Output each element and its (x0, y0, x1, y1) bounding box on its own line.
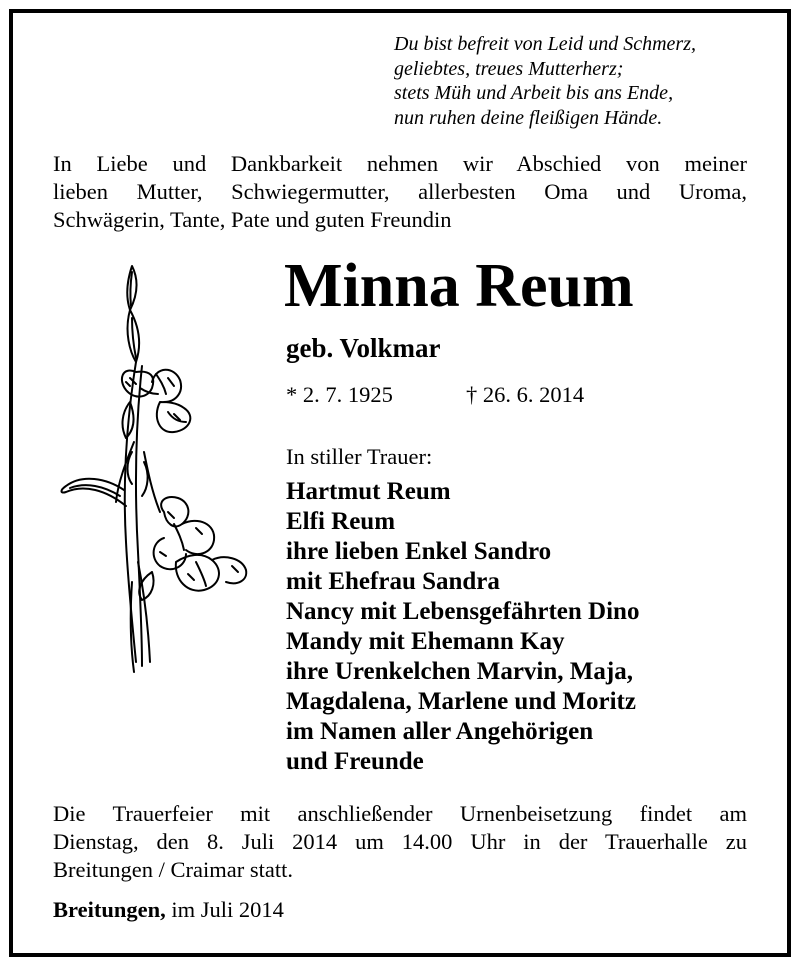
mourner-line: Elfi Reum (286, 508, 396, 535)
service-line: Breitungen / Craimar statt. (53, 857, 293, 882)
poem-line: Du bist befreit von Leid und Schmerz, (394, 33, 697, 55)
mourner-line: und Freunde (286, 748, 424, 775)
poem (394, 32, 696, 130)
intro-text (53, 150, 747, 234)
service-line: Die Trauerfeier mit anschließender Urnenbeisetzung findet am (53, 801, 747, 826)
poem-line: geliebtes, treues Mutterherz; (394, 57, 624, 80)
mourner-line: Magdalena, Marlene und Moritz (286, 688, 636, 715)
poem-line: stets Müh und Arbeit bis ans Ende, (394, 82, 674, 104)
born-name: geb. Volkmar (286, 333, 441, 363)
mourner-line: ihre lieben Enkel Sandro (286, 538, 552, 565)
service-text (53, 800, 747, 884)
death-date: † 26. 6. 2014 (466, 382, 585, 407)
mourners-heading: In stiller Trauer: (286, 444, 433, 469)
mourner-line: im Namen aller Angehörigen (286, 718, 594, 745)
lily-flower-icon (56, 262, 254, 690)
closing (53, 896, 284, 924)
mourner-line: Hartmut Reum (286, 478, 451, 505)
intro-line: Schwägerin, Tante, Pate und guten Freundin (53, 207, 452, 232)
mourner-line: mit Ehefrau Sandra (286, 568, 500, 595)
intro-line: In Liebe und Dankbarkeit nehmen wir Abschied von meiner (53, 151, 747, 176)
closing-place: Breitungen, (53, 897, 166, 922)
service-line: Dienstag, den 8. Juli 2014 um 14.00 Uhr in der Trauerhalle zu (53, 829, 747, 854)
intro-line: lieben Mutter, Schwiegermutter, allerbesten Oma und Uroma, (53, 179, 747, 204)
birth-date: * 2. 7. 1925 (286, 382, 393, 407)
mourner-line: Mandy mit Ehemann Kay (286, 628, 565, 655)
mourner-line: Nancy mit Lebensgefährten Dino (286, 598, 640, 625)
mourners-list (286, 477, 639, 777)
deceased-name: Minna Reum (284, 252, 634, 320)
closing-date: im Juli 2014 (171, 897, 284, 922)
mourner-line: ihre Urenkelchen Marvin, Maja, (286, 658, 633, 685)
poem-line: nun ruhen deine fleißigen Hände. (394, 106, 663, 129)
